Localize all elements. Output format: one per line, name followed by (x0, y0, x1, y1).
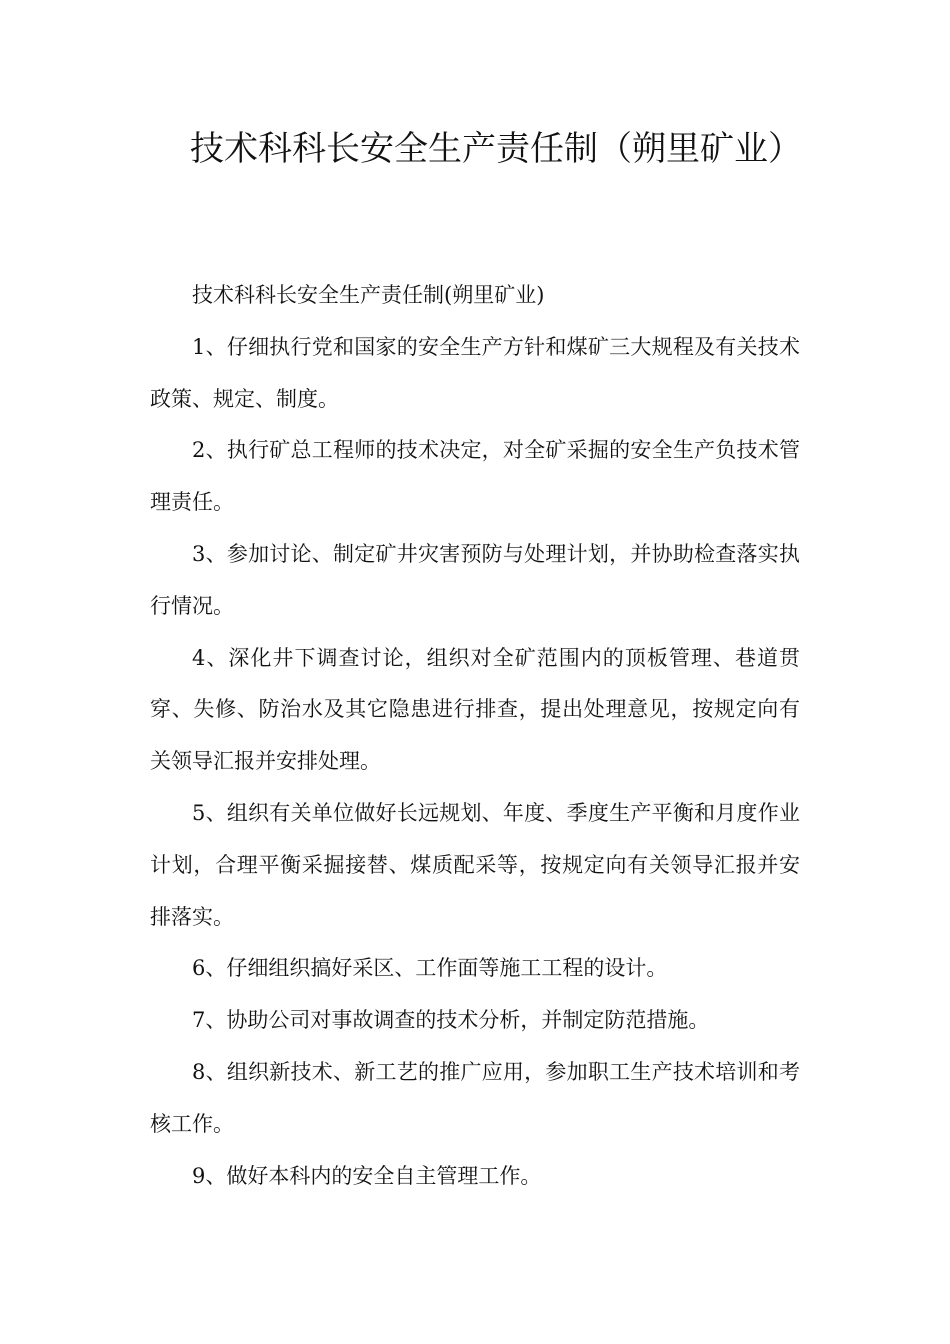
responsibility-item-3: 3、参加讨论、制定矿井灾害预防与处理计划，并协助检查落实执行情况。 (150, 541, 800, 618)
responsibility-item-5: 5、组织有关单位做好长远规划、年度、季度生产平衡和月度作业计划，合理平衡采掘接替、煤质配采等，按规定向有关领导汇报并安排落实。 (150, 800, 800, 929)
responsibility-item-8: 8、组织新技术、新工艺的推广应用，参加职工生产技术培训和考核工作。 (150, 1059, 800, 1136)
document-title: 技术科科长安全生产责任制（朔里矿业） (190, 129, 802, 169)
document-body (150, 270, 800, 1202)
subtitle-paragraph: 技术科科长安全生产责任制(朔里矿业) (192, 283, 545, 307)
responsibility-item-2: 2、执行矿总工程师的技术决定，对全矿采掘的安全生产负技术管理责任。 (150, 438, 800, 515)
responsibility-item-9: 9、做好本科内的安全自主管理工作。 (192, 1163, 542, 1188)
responsibility-item-7: 7、协助公司对事故调查的技术分析，并制定防范措施。 (192, 1008, 710, 1033)
responsibility-item-6: 6、仔细组织搞好采区、工作面等施工工程的设计。 (192, 956, 668, 981)
responsibility-item-4: 4、深化井下调查讨论，组织对全矿范围内的顶板管理、巷道贯穿、失修、防治水及其它隐患进行排查，提出处理意见，按规定向有关领导汇报并安排处理。 (150, 645, 800, 774)
responsibility-item-1: 1、仔细执行党和国家的安全生产方针和煤矿三大规程及有关技术政策、规定、制度。 (150, 334, 800, 411)
